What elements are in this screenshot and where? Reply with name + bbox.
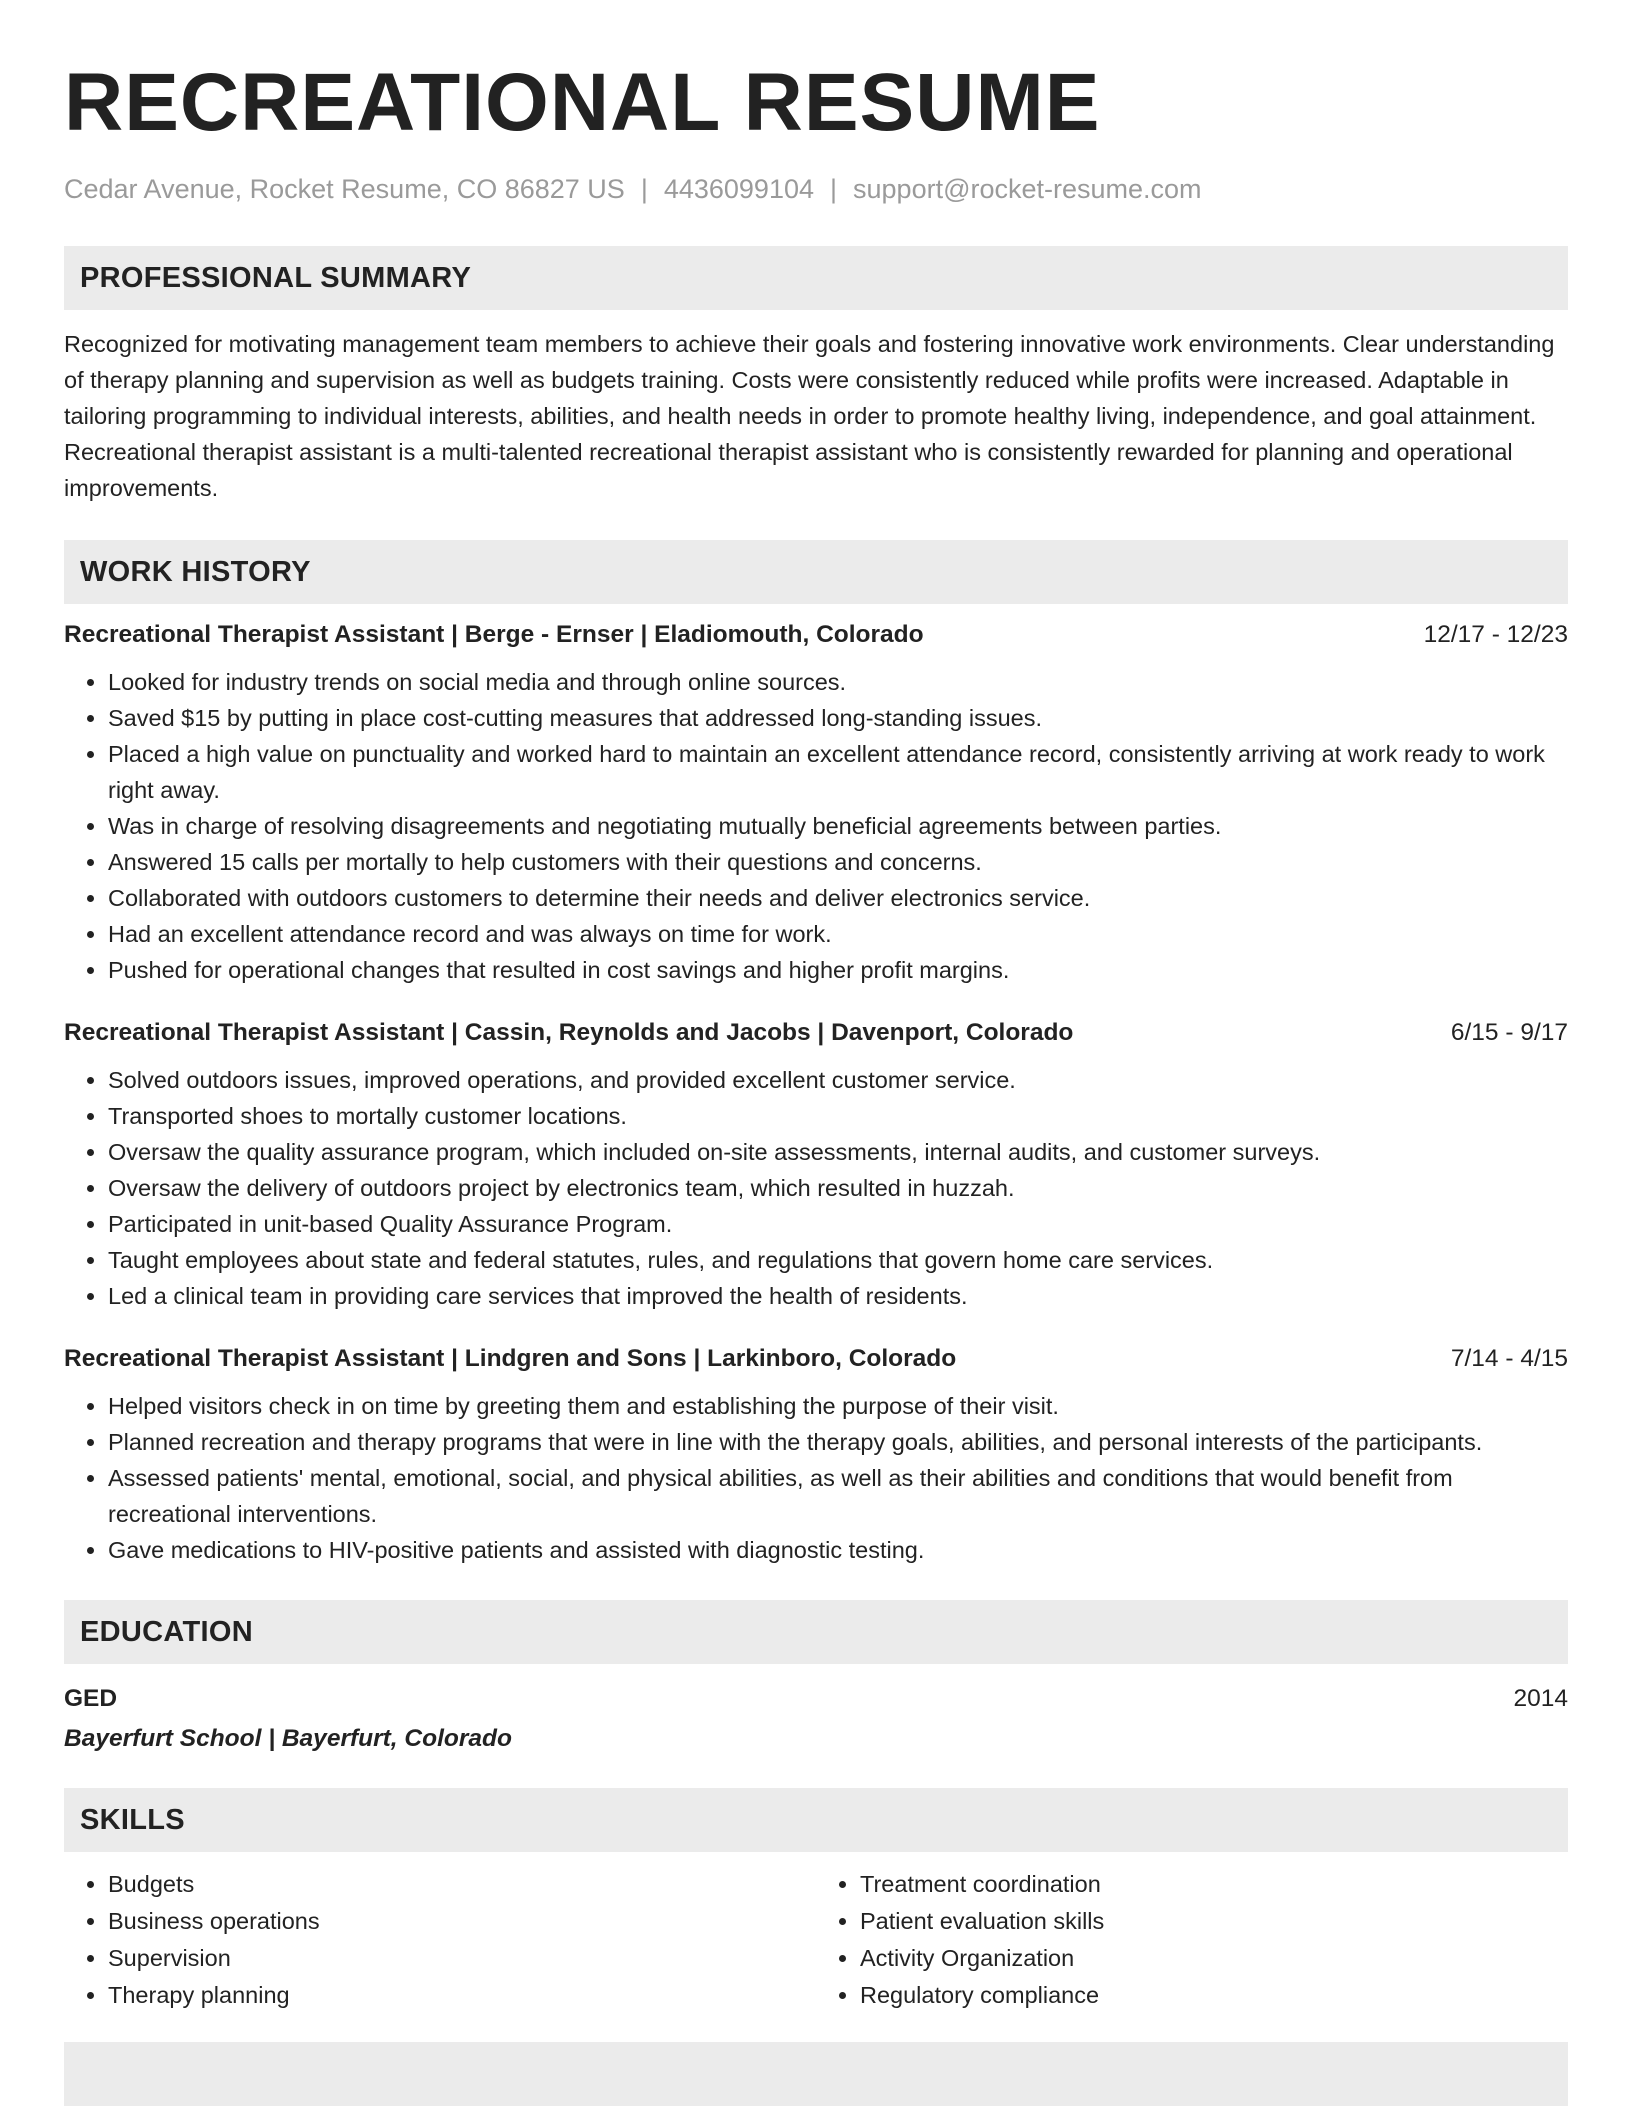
job-bullet: • Collaborated with outdoors customers to determine their needs and deliver electronics service. — [108, 880, 1568, 916]
job-bullet: • Had an excellent attendance record and was always on time for work. — [108, 916, 1568, 952]
skills-list — [64, 1866, 1568, 2014]
summary-text: Recognized for motivating management team members to achieve their goals and fostering innovative work environments. Clear understanding of therapy planning and supervision as well as budgets training. Costs were consistently reduced while profits were increased. Adaptable in tailoring programming to individual interests, abilities, and health needs in order to promote healthy living, independence, and goal attainment. Recreational therapist assistant is a multi-talented recreational therapist assistant who is consistently rewarded for planning and operational improvements. — [64, 331, 1555, 501]
job-bullets — [64, 664, 1568, 988]
job-header — [64, 1016, 1568, 1050]
job-title: Recreational Therapist Assistant | Berge - Ernser | Eladiomouth, Colorado — [64, 621, 924, 648]
education-entry — [64, 1682, 1568, 1756]
contact-separator: | — [640, 174, 648, 204]
skill-item: • Activity Organization — [860, 1940, 1568, 1977]
contact-line — [64, 172, 1568, 206]
section-heading-work: WORK HISTORY — [64, 540, 1568, 604]
job-entry — [64, 618, 1568, 988]
job-dates: 7/14 - 4/15 — [1450, 1345, 1568, 1372]
job-bullet: • Oversaw the quality assurance program, which included on-site assessments, internal audits, and customer surveys. — [108, 1134, 1568, 1170]
education-school: Bayerfurt School | Bayerfurt, Colorado — [64, 1725, 512, 1752]
skill-item: • Budgets — [108, 1866, 816, 1903]
job-header — [64, 618, 1568, 652]
resume-name: RECREATIONAL RESUME — [64, 57, 1101, 148]
job-bullet: • Placed a high value on punctuality and worked hard to maintain an excellent attendance record, consistently arriving at work ready to work right away. — [108, 736, 1568, 808]
skills-column-right — [816, 1866, 1568, 2014]
job-title: Recreational Therapist Assistant | Cassin, Reynolds and Jacobs | Davenport, Colorado — [64, 1019, 1074, 1046]
job-bullet: • Was in charge of resolving disagreements and negotiating mutually beneficial agreements between parties. — [108, 808, 1568, 844]
job-bullet: • Saved $15 by putting in place cost-cutting measures that addressed long-standing issues. — [108, 700, 1568, 736]
job-bullets — [64, 1062, 1568, 1314]
skill-item: • Treatment coordination — [860, 1866, 1568, 1903]
education-degree: GED — [64, 1685, 118, 1712]
job-header — [64, 1342, 1568, 1376]
contact-email[interactable]: support@rocket-resume.com — [853, 174, 1202, 204]
skill-item: • Regulatory compliance — [860, 1977, 1568, 2014]
job-bullet: • Oversaw the delivery of outdoors project by electronics team, which resulted in huzzah. — [108, 1170, 1568, 1206]
contact-separator: | — [830, 174, 838, 204]
job-bullet: • Planned recreation and therapy programs that were in line with the therapy goals, abilities, and personal interests of the participants. — [108, 1424, 1568, 1460]
job-bullet: • Transported shoes to mortally customer locations. — [108, 1098, 1568, 1134]
section-heading-skills: SKILLS — [64, 1788, 1568, 1852]
job-entry — [64, 1342, 1568, 1568]
education-header — [64, 1682, 1568, 1716]
job-bullet: • Gave medications to HIV-positive patients and assisted with diagnostic testing. — [108, 1532, 1568, 1568]
job-bullets — [64, 1388, 1568, 1568]
contact-phone: 4436099104 — [663, 174, 814, 204]
section-heading-summary: PROFESSIONAL SUMMARY — [64, 246, 1568, 310]
section-heading-next — [64, 2042, 1568, 2106]
job-dates: 12/17 - 12/23 — [1423, 621, 1568, 648]
job-title: Recreational Therapist Assistant | Lindgren and Sons | Larkinboro, Colorado — [64, 1345, 957, 1372]
skill-item: • Supervision — [108, 1940, 816, 1977]
skill-item: • Business operations — [108, 1903, 816, 1940]
job-bullet: • Answered 15 calls per mortally to help customers with their questions and concerns. — [108, 844, 1568, 880]
job-bullet: • Looked for industry trends on social media and through online sources. — [108, 664, 1568, 700]
skill-item: • Therapy planning — [108, 1977, 816, 2014]
job-bullet: • Assessed patients' mental, emotional, social, and physical abilities, as well as their abilities and conditions that would benefit from recreational interventions. — [108, 1460, 1568, 1532]
contact-address: Cedar Avenue, Rocket Resume, CO 86827 US — [64, 174, 625, 204]
job-bullet: • Participated in unit-based Quality Assurance Program. — [108, 1206, 1568, 1242]
skills-column-left — [64, 1866, 816, 2014]
job-bullet: • Helped visitors check in on time by greeting them and establishing the purpose of their visit. — [108, 1388, 1568, 1424]
job-bullet: • Led a clinical team in providing care services that improved the health of residents. — [108, 1278, 1568, 1314]
section-heading-education: EDUCATION — [64, 1600, 1568, 1664]
job-bullet: • Pushed for operational changes that resulted in cost savings and higher profit margins. — [108, 952, 1568, 988]
job-entry — [64, 1016, 1568, 1314]
education-year: 2014 — [1513, 1685, 1568, 1712]
job-dates: 6/15 - 9/17 — [1450, 1019, 1568, 1046]
job-bullet: • Taught employees about state and federal statutes, rules, and regulations that govern home care services. — [108, 1242, 1568, 1278]
skill-item: • Patient evaluation skills — [860, 1903, 1568, 1940]
job-bullet: • Solved outdoors issues, improved operations, and provided excellent customer service. — [108, 1062, 1568, 1098]
